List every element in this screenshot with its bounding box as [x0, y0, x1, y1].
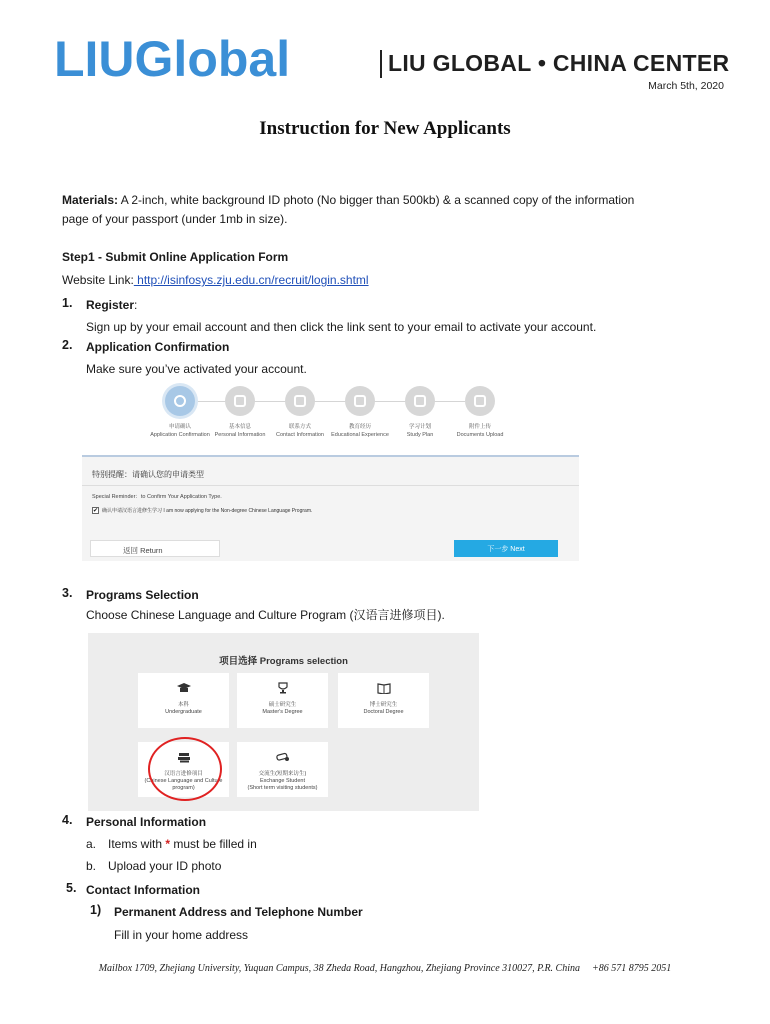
item-1-heading: [86, 296, 137, 314]
card-en: Exchange Student: [260, 778, 305, 784]
return-button: 返回 Return: [90, 540, 220, 557]
materials-line-2: page of your passport (under 1mb in size).: [62, 212, 288, 226]
step-documents-upload: [440, 386, 520, 438]
card-zh: 交流生(短期来访生): [258, 771, 307, 777]
envelope-icon: [285, 386, 315, 416]
card-zh: 硕士研究生: [268, 702, 297, 708]
item-3-desc: Choose Chinese Language and Culture Program (汉语言进修项目).: [86, 608, 445, 622]
application-steps-screenshot: [140, 386, 520, 446]
open-book-icon: [377, 682, 391, 694]
item-5-1-desc: Fill in your home address: [114, 928, 249, 942]
sub-text-2: must be filled in: [170, 837, 257, 851]
website-link-line: [62, 271, 369, 289]
step-zh: 附件上传: [468, 424, 491, 430]
program-card-doctoral: [338, 673, 429, 728]
item-5-1-title: Permanent Address and Telephone Number: [114, 905, 363, 919]
confirm-application-type-screenshot: [82, 455, 579, 561]
item-5-number: 5.: [66, 881, 77, 895]
card-en: Doctoral Degree: [363, 709, 404, 715]
step-en: Contact Information: [276, 432, 324, 438]
item-3-number: 3.: [62, 586, 73, 600]
item-2-title: Application Confirmation: [86, 340, 230, 354]
step-en: Documents Upload: [456, 432, 504, 438]
website-link[interactable]: http://isinfosys.zju.edu.cn/recruit/login.shtml: [133, 273, 369, 287]
item-5-title: Contact Information: [86, 883, 200, 897]
item-4-number: 4.: [62, 813, 73, 827]
item-1-title: Register: [86, 298, 135, 312]
person-icon: [225, 386, 255, 416]
materials-label: Materials:: [62, 193, 119, 207]
item-2-desc: Make sure you’ve activated your account.: [86, 362, 307, 376]
dialog-title: 特别提醒：请确认您的申请类型: [92, 470, 204, 479]
trophy-icon: [276, 682, 290, 694]
next-button: 下一步 Next: [454, 540, 558, 557]
item-3-title: Programs Selection: [86, 588, 199, 602]
programs-title: 项目选择 Programs selection: [219, 656, 348, 667]
card-en: Master's Degree: [262, 709, 303, 715]
liu-global-logo-graphic: [54, 32, 344, 82]
item-3-heading: [86, 586, 199, 604]
program-card-exchange: [237, 742, 328, 797]
liu-global-logo: [54, 32, 344, 82]
materials-text-1: A 2-inch, white background ID photo (No bigger than 500kb) & a scanned copy of the information: [118, 193, 635, 207]
program-card-masters: [237, 673, 328, 728]
card-en: (Chinese Language and Culture: [144, 778, 223, 784]
footer-address-text: Mailbox 1709, Zhejiang University, Yuquan Campus, 38 Zheda Road, Hangzhou, Zhejiang Province 310027, P.R. China: [98, 963, 581, 974]
item-4a: [86, 835, 257, 853]
step-en: Educational Experience: [331, 432, 389, 438]
confirm-checkbox: ✔: [93, 508, 99, 514]
item-5-1-heading: [114, 903, 363, 921]
required-star: *: [165, 837, 171, 851]
step-en: Application Confirmation: [150, 432, 210, 438]
item-1-desc: Sign up by your email account and then click the link sent to your email to activate your account.: [86, 320, 597, 334]
item-5-1-number: 1): [90, 903, 102, 917]
card-en-2: (Short term visiting students): [247, 785, 318, 791]
sub-marker: a.: [86, 837, 97, 851]
document-title: Instruction for New Applicants: [259, 118, 511, 139]
footer-phone: +86 571 8795 2051: [592, 963, 672, 974]
item-4-title: Personal Information: [86, 815, 207, 829]
item-1-number: 1.: [62, 296, 73, 310]
step-zh: 申请确认: [168, 424, 191, 430]
step-en: Personal Information: [214, 432, 266, 438]
item-4-heading: [86, 813, 206, 831]
sub-text: Upload your ID photo: [108, 859, 222, 873]
certificate-icon: [345, 386, 375, 416]
sub-marker: b.: [86, 859, 97, 873]
step-en: Study Plan: [406, 432, 434, 438]
item-1-colon: :: [134, 298, 138, 312]
website-link-label: Website Link:: [62, 273, 134, 287]
dialog-divider: [82, 485, 579, 486]
step1-heading-text: Step1 - Submit Online Application Form: [62, 250, 289, 264]
card-zh: 本科: [177, 702, 189, 708]
document-icon: [405, 386, 435, 416]
step-zh: 学习计划: [408, 424, 431, 430]
header-divider: [380, 50, 382, 78]
dialog-reminder: Special Reminder：to Confirm Your Application Type.: [92, 494, 222, 500]
center-title: LIU GLOBAL • CHINA CENTER: [388, 50, 730, 76]
step-zh: 基本信息: [228, 424, 251, 430]
dialog-apply-text: 确认申请汉语言进修生学习 I am now applying for the Non-degree Chinese Language Program.: [102, 508, 313, 514]
program-card-undergraduate: [138, 673, 229, 728]
logo-wordmark: LIUGlobal: [54, 32, 291, 82]
item-2-number: 2.: [62, 338, 73, 352]
card-zh: 汉语言进修项目: [164, 771, 203, 777]
item-5-heading: [86, 881, 200, 899]
step-zh: 教育经历: [348, 424, 371, 430]
diploma-icon: [276, 751, 290, 763]
target-icon: [165, 386, 195, 416]
item-2-heading: [86, 338, 229, 356]
step1-heading: [62, 248, 288, 266]
card-zh: 博士研究生: [369, 702, 398, 708]
sub-text: Items with: [108, 837, 166, 851]
graduation-cap-icon: [177, 682, 191, 694]
step-zh: 联系方式: [288, 424, 311, 430]
highlight-circle: [148, 737, 222, 801]
upload-icon: [465, 386, 495, 416]
document-date: March 5th, 2020: [648, 80, 724, 92]
programs-selection-screenshot: [88, 633, 479, 811]
footer-address: [0, 963, 770, 974]
card-en-2: program): [172, 785, 195, 791]
card-en: Undergraduate: [165, 709, 202, 715]
item-4b: [86, 857, 221, 875]
materials-line-1: [62, 191, 634, 209]
